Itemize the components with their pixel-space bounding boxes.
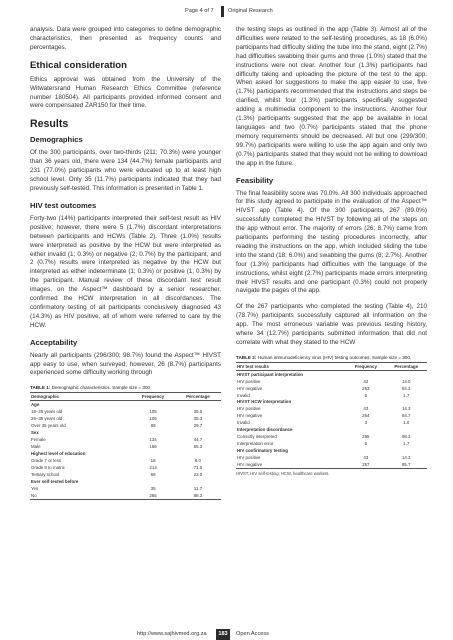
- table-row: [30, 471, 221, 478]
- table-row: [30, 408, 221, 415]
- table-cell: 85.7: [385, 462, 427, 469]
- table-row: [236, 462, 427, 469]
- table-cell: 44.7: [193, 436, 203, 442]
- acceptability-heading: Acceptability: [30, 337, 78, 347]
- table-cell: 11.7: [193, 485, 203, 491]
- table-cell: Tertiary school: [31, 471, 60, 477]
- table-1-label: TABLE 1:: [30, 385, 51, 391]
- table-cell: 23.0: [193, 471, 203, 477]
- table-row: [30, 443, 221, 450]
- table-row: [30, 485, 221, 492]
- table-cell: 1.0: [403, 420, 410, 426]
- hiv-outcomes-paragraph: Forty-two (14%) participants interpreted their self-test result as HIV positive; however, there were 5 (1.7%) discordant interpretations between participants and HCWs (Table 2). Three (1.0%) results were interpreted as positive by the HCW but were interpreted as either invalid (1; 0.3%) or negative (2; 0.7%) by the participant, and 2 (0.7%) results were interpreted as negative by the HCW but interpreted as either indeterminate (1; 0.3%) or positive (1; 0.3%) by the participant. Manual review of these discordant test result images, on the Aspect™ dashboard by a senior researcher, confirmed the HCW interpretation in all discordances. The confirmatory testing of all participants conclusively diagnosed 43 (14.3%) as HIV positive, all of whom were referred to care by the HCW.: [30, 214, 221, 329]
- hiv-testing-outcomes-table: [236, 362, 427, 470]
- left-column: [30, 26, 221, 500]
- table-cell: 295: [362, 434, 370, 440]
- table-row: [236, 406, 427, 413]
- table-row: [236, 378, 427, 385]
- table-cell: [131, 401, 175, 408]
- table-row: [236, 455, 427, 462]
- table-row: [30, 401, 221, 408]
- header-separator: [221, 6, 224, 17]
- table-cell: 134: [149, 436, 157, 442]
- table-cell: 69: [150, 471, 156, 477]
- journal-url-link[interactable]: http://www.sajhivmed.org.za: [137, 631, 207, 637]
- table-cell: 29.7: [193, 422, 203, 428]
- table-1-caption: [30, 385, 221, 390]
- table-cell: Correctly interpreted: [237, 434, 277, 440]
- table-cell: Grade 8 to matric: [31, 464, 65, 470]
- table-cell: Male: [31, 443, 41, 449]
- table-row: [30, 492, 221, 499]
- table-cell: 71.0: [193, 464, 203, 470]
- table-cell: 265: [131, 492, 175, 499]
- table-cell: [346, 427, 385, 434]
- table-cell: 6.0: [194, 457, 201, 463]
- table-cell: No: [30, 492, 131, 499]
- table-cell: 98.3: [401, 434, 411, 440]
- table-cell: HIV negative: [236, 462, 346, 469]
- demographics-paragraph: Of the 300 participants, over two-thirds (211; 70.3%) were younger than 36 years old, there were 134 (44.7%) female participants and 231 (77.0%) participants who were educated up to at least high school level. Only 35 (11.7%) participants indicated that they had previously self-tested. This information is presented in Table 1.: [30, 149, 221, 192]
- table-cell: 42: [363, 378, 369, 384]
- table-cell: Age: [31, 402, 40, 408]
- table-cell: 1.7: [403, 392, 410, 398]
- table-row: [30, 457, 221, 464]
- table-cell: Female: [31, 436, 46, 442]
- table-cell: [131, 478, 175, 485]
- hiv-outcomes-heading: HIV test outcomes: [30, 200, 97, 210]
- table-cell: [346, 448, 385, 455]
- article-type-label: Original Research: [228, 8, 273, 14]
- table-cell: HIVST participant interpretation: [237, 371, 304, 377]
- table-cell: HIVST HCW interpretation: [237, 399, 292, 405]
- table-cell: 14.0: [401, 378, 411, 384]
- table-cell: 213: [149, 464, 157, 470]
- table-1: [30, 385, 221, 500]
- table-row: [236, 434, 427, 441]
- table-cell: 84.3: [401, 385, 411, 391]
- table-cell: 14.3: [401, 455, 411, 461]
- demographics-table: [30, 392, 221, 500]
- ethics-paragraph: Ethics approval was obtained from the University of the Witwatersrand Human Research Ethics Committee (reference number 180504). All participants provided informed consent and were compensated ZAR150 for their time.: [30, 75, 221, 110]
- demographics-heading: Demographics: [30, 135, 83, 145]
- table-2-caption-text: Human immunodeficiency virus (HIV) testing outcomes. Sample size = 300.: [257, 354, 412, 360]
- table-2-caption: [236, 355, 427, 360]
- table-cell: [385, 370, 427, 377]
- table-cell: 257: [346, 462, 385, 469]
- table-cell: 3: [364, 420, 368, 426]
- page-footer: [0, 629, 453, 640]
- table-row: [30, 450, 221, 457]
- table-cell: [346, 370, 385, 377]
- table-cell: 35.3: [193, 416, 203, 421]
- table-row: [30, 415, 221, 422]
- table-row: [236, 420, 427, 427]
- table-1-header: Frequency: [131, 393, 175, 401]
- table-cell: 14.3: [401, 406, 411, 412]
- table-cell: Highest level of education: [31, 450, 86, 456]
- table-cell: 253: [362, 385, 370, 391]
- feasibility-heading: Feasibility: [236, 175, 274, 185]
- table-cell: Interpretation discordance: [237, 427, 293, 433]
- table-1-caption-text: Demographic characteristics. Sample size = 300.: [51, 385, 152, 391]
- table-cell: Interpretation error: [237, 441, 274, 447]
- intro-paragraph: analysis. Data were grouped into categories to define demographic characteristics, then presented as frequency counts and percentages.: [30, 26, 221, 51]
- table-cell: [175, 478, 221, 485]
- table-2-label: TABLE 2:: [236, 354, 257, 360]
- ethics-heading: Ethical consideration: [30, 59, 128, 71]
- table-cell: HIV positive: [237, 378, 261, 384]
- table-cell: 35.0: [193, 409, 203, 415]
- table-2-header: Frequency: [346, 362, 385, 370]
- table-2-header: Percentage: [385, 362, 427, 370]
- table-cell: Yes: [31, 485, 39, 491]
- table-cell: [131, 450, 175, 457]
- table-cell: HIV confirmatory testing: [237, 448, 288, 454]
- table-cell: 26–35 years old: [31, 416, 63, 421]
- table-row: [30, 429, 221, 436]
- page-number-label: Page 4 of 7: [185, 8, 214, 14]
- acceptability-paragraph: Nearly all participants (296/300; 98.7%) found the Aspect™ HIVST app easy to use, when surveyed; however, 26 (8.7%) participants experienced some difficulty working through: [30, 351, 221, 377]
- table-cell: [131, 429, 175, 436]
- table-cell: [385, 399, 427, 406]
- table-cell: 84.7: [401, 413, 411, 419]
- results-heading: Results: [30, 118, 69, 131]
- table-row: [236, 413, 427, 420]
- feasibility-paragraph: The final feasibility score was 70.0%. All 300 individuals approached for this study agreed to participate in the evaluation of the Aspect™ HIVST app (Table 4). Of the 300 participants, 267 (89.0%) successfully completed the HIVST by following all of the steps on the app without error. The majority of errors (26; 8.7%) came from participants performing the testing procedures incorrectly, after reading the instructions on the app, which included sliding the tube into the stand (18; 6.0%) and swabbing the gums (8; 2.7%). Another four (1.3%) participants had difficulties with the language of the instructions, whilst eight (2.7%) participants made errors interpreting their HIVST results and one participant (0.3%) could not properly navigate the pages of the app.: [236, 189, 427, 295]
- table-cell: HIV negative: [237, 413, 263, 419]
- table-cell: [175, 401, 221, 408]
- table-cell: HIV positive: [237, 455, 261, 461]
- table-2-header: HIV test results: [236, 362, 346, 370]
- table-cell: [385, 448, 427, 455]
- table-cell: 254: [362, 413, 370, 419]
- table-cell: 18: [150, 457, 156, 463]
- table-row: [236, 427, 427, 434]
- table-row: [236, 370, 427, 377]
- table-row: [236, 448, 427, 455]
- table-cell: [175, 450, 221, 457]
- table-row: [30, 464, 221, 471]
- table-row: [236, 441, 427, 448]
- table-cell: 43: [363, 406, 369, 412]
- table-1-header: Percentage: [175, 393, 221, 401]
- table-cell: Sex: [31, 429, 39, 435]
- acceptability-continued-paragraph: the testing steps as outlined in the app (Table 3). Almost all of the difficulties were related to the self-testing procedures, as 18 (6.0%) participants had difficulty sliding the tube into the stand, eight (2.7%) had difficulties swabbing their gums and three (1.0%) stated that the instructions were not clear. Another four (1.3%) participants had difficulty taking and uploading the picture of the test to the app. When asked for suggestions to make the app easier to use, five (1.7%) participants recommended that the instructions and steps be clarified, whilst four (1.3%) participants specifically suggested adding a multimedia component to the instructions. Another four (1.3%) participants suggested that the app be available in local languages and two (0.7%) participants stated that the phone memory requirements should be decreased. All but one (299/300; 99.7%) participants were willing to use the app again and only two (0.7%) participants stated that they would not be willing to download the app in the future.: [236, 26, 427, 167]
- table-cell: 5: [364, 441, 368, 447]
- table-cell: 89: [150, 422, 156, 428]
- table-cell: [175, 429, 221, 436]
- table-cell: HIV negative: [237, 385, 263, 391]
- table-row: [236, 385, 427, 392]
- page-header: [0, 6, 453, 20]
- table-cell: Invalid: [237, 392, 250, 398]
- table-row: [30, 478, 221, 485]
- table-cell: 105: [149, 409, 157, 415]
- table-cell: 35: [150, 485, 156, 491]
- table-cell: [385, 427, 427, 434]
- table-2: [236, 355, 427, 477]
- table-row: [236, 399, 427, 406]
- table-cell: 55.3: [193, 443, 203, 449]
- table-cell: HIV positive: [237, 406, 261, 412]
- table-2-footnote: HIVST, HIV self-testing; HCW, healthcare workers.: [236, 471, 330, 477]
- table-cell: 106: [149, 416, 157, 421]
- table-cell: 43: [363, 455, 369, 461]
- table-cell: Over 35 years old: [31, 422, 66, 428]
- table-cell: [346, 399, 385, 406]
- open-access-label: Open Access: [236, 631, 269, 637]
- table-cell: 166: [149, 443, 157, 449]
- table-1-header: Demographic: [30, 393, 131, 401]
- table-cell: Ever self-tested before: [31, 478, 79, 484]
- table-cell: Invalid: [237, 420, 250, 426]
- table-cell: 1.7: [403, 441, 410, 447]
- footer-page-number: 183: [216, 629, 230, 640]
- table-cell: 88.3: [175, 492, 221, 499]
- table-row: [30, 436, 221, 443]
- table-cell: Grade 7 or less: [31, 457, 62, 463]
- table-row: [236, 392, 427, 399]
- feasibility-paragraph-2: Of the 267 participants who completed the testing (Table 4), 210 (78.7%) participants successfully captured all information on the app. The most erroneous variable was previous testing history, where 34 (12.7%) participants submitted information that did not correlate with what they stated to the HCW: [236, 303, 427, 346]
- table-row: [30, 422, 221, 429]
- table-cell: 5: [364, 392, 368, 398]
- right-column: [236, 26, 427, 476]
- table-cell: 18–25 years old: [31, 409, 63, 415]
